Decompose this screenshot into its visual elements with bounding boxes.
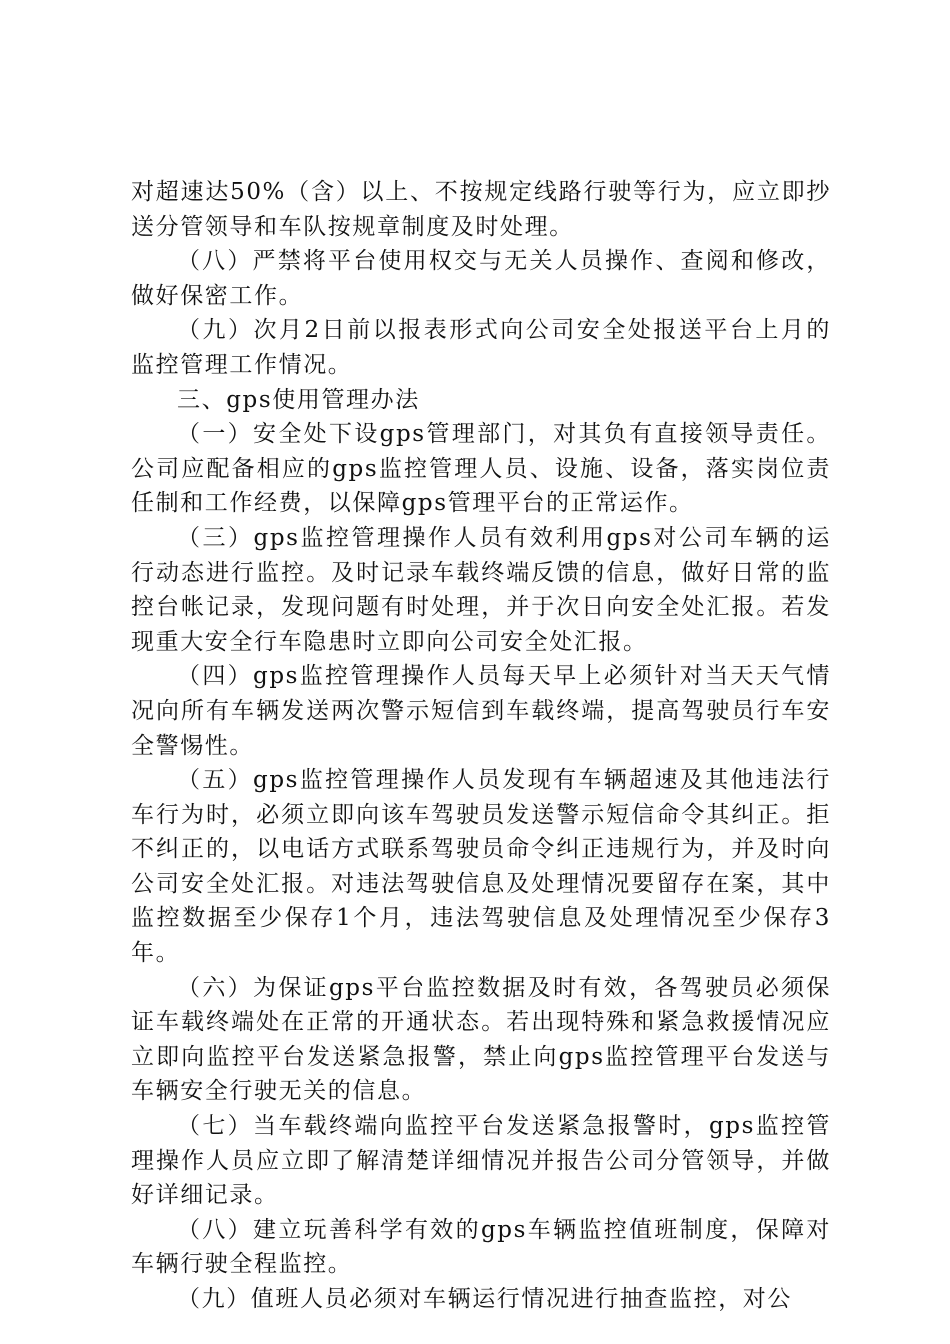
paragraph-item-8-confidentiality: （八）严禁将平台使用权交与无关人员操作、查阅和修改，做好保密工作。 [131,248,831,309]
paragraph-speeding-report: 对超速达50%（含）以上、不按规定线路行驶等行为，应立即抄送分管领导和车队按规章制度及时处理。 [131,179,831,240]
paragraph-item-7-emergency-alarm: （七）当车载终端向监控平台发送紧急报警时，gps监控管理操作人员应立即了解清楚详细情况并报告公司分管领导，并做好详细记录。 [131,1113,831,1209]
paragraph-item-9-spot-checks: （九）值班人员必须对车辆运行情况进行抽查监控，对公 [177,1286,792,1312]
document-body [131,175,831,1317]
paragraph-item-5-violations: （五）gps监控管理操作人员发现有车辆超速及其他违法行车行为时，必须立即向该车驾驶员发送警示短信命令其纠正。拒不纠正的，以电话方式联系驾驶员命令纠正违规行为，并及时向公司安全处汇报。对违法驾驶信息及处理情况要留存在案，其中监控数据至少保存1个月，违法驾驶信息及处理情况至少保存3年。 [131,767,831,967]
paragraph-item-4-warning-sms: （四）gps监控管理操作人员每天早上必须针对当天天气情况向所有车辆发送两次警示短信到车载终端，提高驾驶员行车安全警惕性。 [131,663,831,759]
paragraph-item-9-monthly-report: （九）次月2日前以报表形式向公司安全处报送平台上月的监控管理工作情况。 [131,317,831,378]
section-heading-gps-management: 三、gps使用管理办法 [177,386,420,413]
paragraph-item-1-department: （一）安全处下设gps管理部门，对其负有直接领导责任。公司应配备相应的gps监控管理人员、设施、设备，落实岗位责任制和工作经费，以保障gps管理平台的正常运作。 [131,421,831,517]
paragraph-item-8-duty-system: （八）建立玩善科学有效的gps车辆监控值班制度，保障对车辆行驶全程监控。 [131,1216,831,1278]
paragraph-item-6-terminal-status: （六）为保证gps平台监控数据及时有效，各驾驶员必须保证车载终端处在正常的开通状态。若出现特殊和紧急救援情况应立即向监控平台发送紧急报警，禁止向gps监控管理平台发送与车辆安全行驶无关的信息。 [131,974,831,1105]
paragraph-item-3-monitoring: （三）gps监控管理操作人员有效利用gps对公司车辆的运行动态进行监控。及时记录车载终端反馈的信息，做好日常的监控台帐记录，发现问题有时处理，并于次日向安全处汇报。若发现重大安全行车隐患时立即向公司安全处汇报。 [131,524,831,655]
